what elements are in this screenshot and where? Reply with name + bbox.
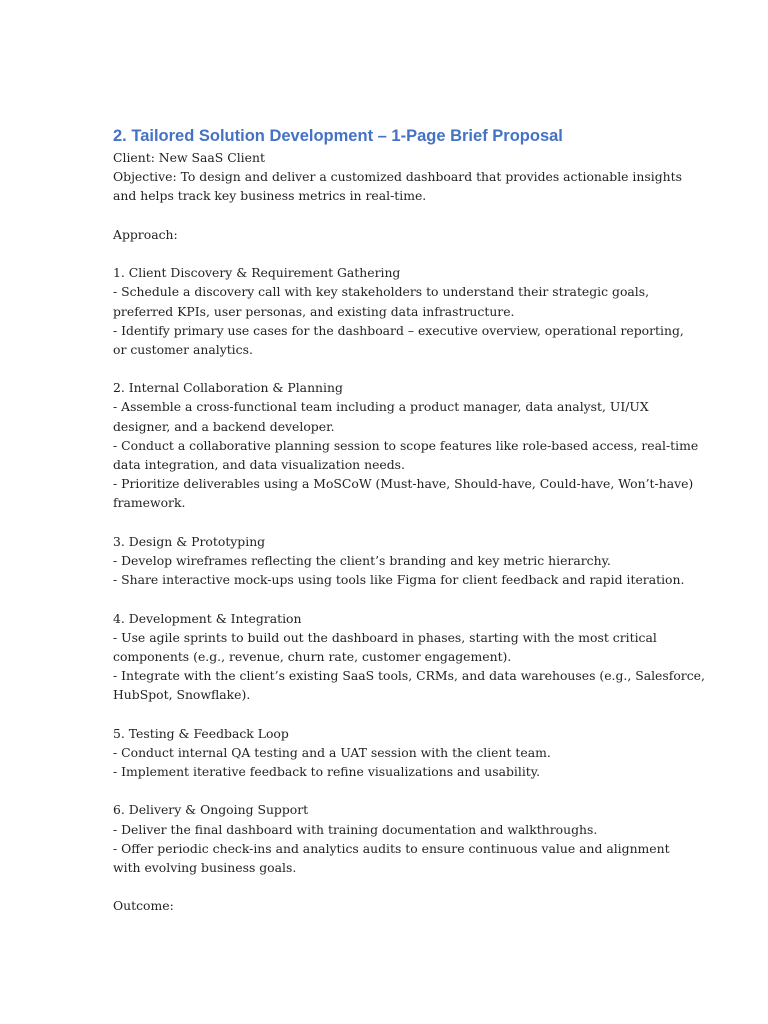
blank-line [113, 704, 713, 723]
text-line: - Offer periodic check-ins and analytics audits to ensure continuous value and alignment [113, 840, 670, 856]
text-line: HubSpot, Snowflake). [113, 687, 251, 703]
text-line: components (e.g., revenue, churn rate, customer engagement). [113, 648, 512, 664]
text-line: 5. Testing & Feedback Loop [113, 725, 289, 741]
text-line: Approach: [113, 226, 178, 242]
document-page [113, 0, 713, 1024]
text-line: - Identify primary use cases for the dashboard – executive overview, operational reporting, [113, 322, 684, 338]
text-line: - Integrate with the client’s existing SaaS tools, CRMs, and data warehouses (e.g., Salesforce, [113, 668, 705, 684]
text-line: or customer analytics. [113, 341, 253, 357]
text-line: - Conduct internal QA testing and a UAT session with the client team. [113, 744, 551, 760]
text-line: - Prioritize deliverables using a MoSCoW (Must-have, Should-have, Could-have, Won’t-have) [113, 476, 694, 492]
text-line: 6. Delivery & Ongoing Support [113, 802, 309, 818]
text-line: 2. Internal Collaboration & Planning [113, 380, 343, 396]
blank-line [113, 206, 713, 225]
text-line: Objective: To design and deliver a customized dashboard that provides actionable insights [113, 169, 682, 185]
text-line: data integration, and data visualization needs. [113, 457, 405, 472]
blank-line [113, 359, 713, 378]
document-body [113, 148, 713, 916]
text-line: - Schedule a discovery call with key stakeholders to understand their strategic goals, [113, 284, 650, 300]
text-line: 3. Design & Prototyping [113, 533, 266, 549]
text-line: - Use agile sprints to build out the dashboard in phases, starting with the most critical [113, 629, 657, 645]
blank-line [113, 877, 713, 896]
text-line: 4. Development & Integration [113, 610, 302, 626]
blank-line [113, 513, 713, 532]
text-line: Client: New SaaS Client [113, 150, 265, 165]
blank-line [113, 589, 713, 608]
text-line: - Implement iterative feedback to refine visualizations and usability. [113, 764, 541, 779]
text-line: Outcome: [113, 898, 174, 914]
text-line: preferred KPIs, user personas, and existing data infrastructure. [113, 303, 515, 319]
text-line: - Share interactive mock-ups using tools like Figma for client feedback and rapid iteration. [113, 572, 685, 588]
text-line: - Conduct a collaborative planning session to scope features like role-based access, real-time [113, 437, 699, 453]
blank-line [113, 781, 713, 800]
text-line: and helps track key business metrics in real-time. [113, 188, 427, 204]
text-line: with evolving business goals. [113, 859, 297, 875]
text-line: - Assemble a cross-functional team including a product manager, data analyst, UI/UX [113, 399, 649, 415]
text-line: framework. [113, 495, 186, 511]
text-line: - Deliver the final dashboard with training documentation and walkthroughs. [113, 821, 598, 837]
text-line: - Develop wireframes reflecting the client’s branding and key metric hierarchy. [113, 552, 611, 568]
text-line: designer, and a backend developer. [113, 418, 335, 434]
document-heading: 2. Tailored Solution Development – 1-Page Brief Proposal [113, 127, 563, 145]
text-line: 1. Client Discovery & Requirement Gathering [113, 265, 401, 281]
blank-line [113, 244, 713, 263]
